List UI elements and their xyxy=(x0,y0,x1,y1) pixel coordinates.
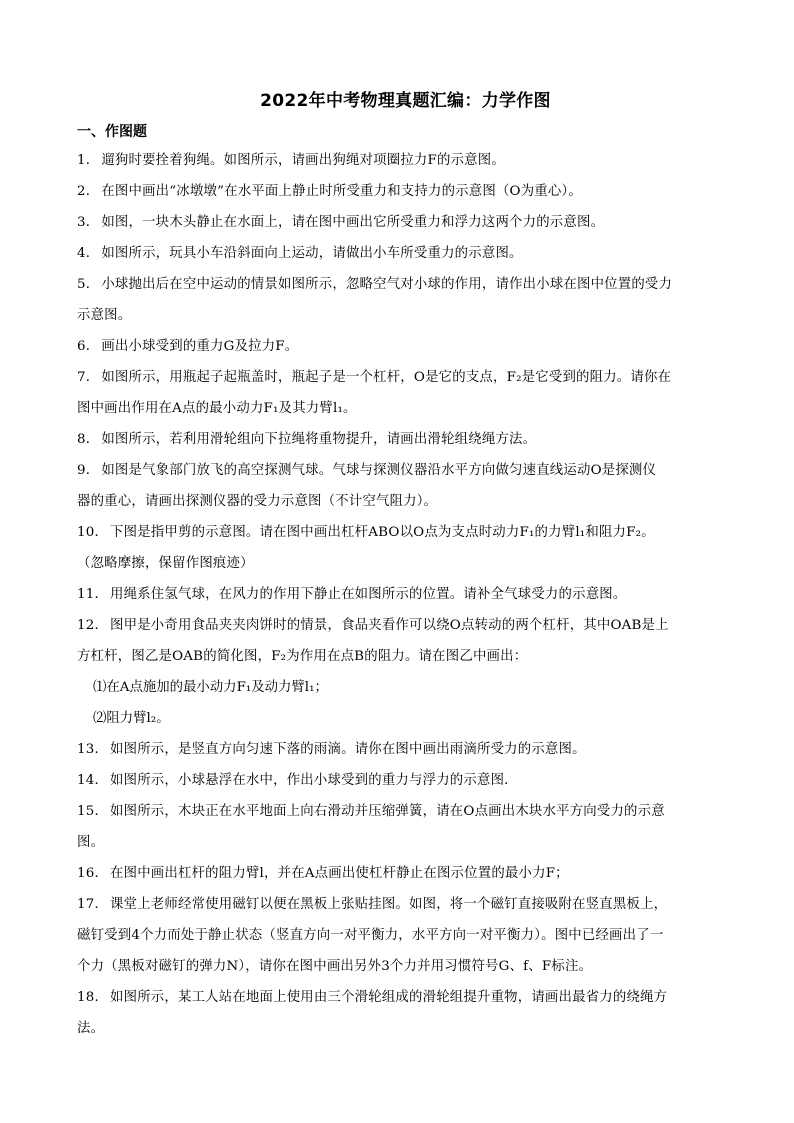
question-item xyxy=(77,145,734,176)
question-text: 小球抛出后在空中运动的情景如图所示，忽略空气对小球的作用，请作出小球在图中位置的受力 xyxy=(101,277,673,292)
question-text: 下图是指甲剪的示意图。请在图中画出杠杆ABO以O点为支点时动力F₁的力臂l₁和阻力F₂。 xyxy=(110,525,655,540)
question-item xyxy=(77,424,734,455)
question-text: 如图，一块木头静止在水面上，请在图中画出它所受重力和浮力这两个力的示意图。 xyxy=(101,215,605,230)
question-text: 用绳系住氢气球，在风力的作用下静止在如图所示的位置。请补全气球受力的示意图。 xyxy=(110,587,627,602)
question-item xyxy=(77,238,734,269)
question-number: 8． xyxy=(77,432,100,447)
question-line xyxy=(77,486,734,517)
question-number: 15． xyxy=(77,804,109,819)
question-number: 17． xyxy=(77,897,109,912)
question-text: 图中画出作用在A点的最小动力F₁及其力臂l₁。 xyxy=(77,401,357,416)
question-number: 3． xyxy=(77,215,100,230)
question-number: 1． xyxy=(77,153,100,168)
question-item xyxy=(77,610,734,734)
question-item xyxy=(77,176,734,207)
question-text: 图。 xyxy=(77,835,105,850)
question-item xyxy=(77,207,734,238)
question-number: 18． xyxy=(77,990,109,1005)
question-line xyxy=(77,207,734,238)
question-number: 14． xyxy=(77,773,109,788)
question-line xyxy=(77,331,734,362)
question-number: 4． xyxy=(77,246,100,261)
question-text: 如图是气象部门放飞的高空探测气球。气球与探测仪器沿水平方向做匀速直线运动O是探测仪 xyxy=(101,463,657,478)
question-line xyxy=(77,393,734,424)
question-text: 如图所示，若利用滑轮组向下拉绳将重物提升，请画出滑轮组绕绳方法。 xyxy=(101,432,537,447)
question-line xyxy=(77,796,734,827)
question-text: 如图所示，是竖直方向匀速下落的雨滴。请你在图中画出雨滴所受力的示意图。 xyxy=(110,742,586,757)
question-line xyxy=(77,889,734,920)
question-list xyxy=(77,145,734,1044)
question-item xyxy=(77,889,734,982)
sub-question: ⑴在A点施加的最小动力F₁及动力臂l₁； xyxy=(93,680,328,695)
question-number: 7． xyxy=(77,370,100,385)
document-title: 2022年中考物理真题汇编：力学作图 xyxy=(260,91,551,111)
question-line xyxy=(77,765,734,796)
question-number: 10． xyxy=(77,525,109,540)
question-text: （忽略摩擦，保留作图痕迹） xyxy=(77,556,254,571)
question-number: 9． xyxy=(77,463,100,478)
question-number: 16． xyxy=(77,866,109,881)
question-line xyxy=(77,238,734,269)
question-line xyxy=(77,610,734,641)
question-text: 磁钉受到4个力而处于静止状态（竖直方向一对平衡力，水平方向一对平衡力）。图中已经画出了一 xyxy=(77,928,664,943)
question-text: 画出小球受到的重力G及拉力F。 xyxy=(101,339,299,354)
question-line xyxy=(77,827,734,858)
question-line xyxy=(77,300,734,331)
question-line xyxy=(77,982,734,1013)
question-item xyxy=(77,858,734,889)
section-heading: 一、作图题 xyxy=(77,124,147,140)
question-text: 在图中画出“冰墩墩”在水平面上静止时所受重力和支持力的示意图（O为重心）。 xyxy=(101,184,582,199)
question-line xyxy=(77,951,734,982)
question-text: 如图所示，用瓶起子起瓶盖时，瓶起子是一个杠杆，O是它的支点，F₂是它受到的阻力。请你在 xyxy=(101,370,672,385)
question-item xyxy=(77,455,734,517)
question-number: 13． xyxy=(77,742,109,757)
question-number: 2． xyxy=(77,184,100,199)
question-number: 6． xyxy=(77,339,100,354)
sub-question: ⑵阻力臂l₂。 xyxy=(93,711,170,726)
question-line xyxy=(77,269,734,300)
question-line xyxy=(77,517,734,548)
question-line xyxy=(77,734,734,765)
question-text: 在图中画出杠杆的阻力臂l，并在A点画出使杠杆静止在图示位置的最小力F； xyxy=(110,866,569,881)
question-line xyxy=(77,579,734,610)
question-text: 遛狗时要拴着狗绳。如图所示，请画出狗绳对项圈拉力F的示意图。 xyxy=(101,153,505,168)
question-line xyxy=(77,641,734,672)
question-line xyxy=(77,176,734,207)
question-text: 图甲是小奇用食品夹夹肉饼时的情景，食品夹看作可以绕O点转动的两个杠杆，其中OAB是上 xyxy=(110,618,669,633)
question-item xyxy=(77,269,734,331)
question-item xyxy=(77,982,734,1044)
question-line xyxy=(77,1013,734,1044)
question-text: 法。 xyxy=(77,1021,105,1036)
question-line xyxy=(77,920,734,951)
question-line xyxy=(77,362,734,393)
question-text: 个力（黑板对磁钉的弹力N），请你在图中画出另外3个力并用习惯符号G、f、F标注。 xyxy=(77,959,593,974)
question-item xyxy=(77,765,734,796)
question-text: 如图所示，某工人站在地面上使用由三个滑轮组成的滑轮组提升重物，请画出最省力的绕绳方 xyxy=(110,990,668,1005)
question-line xyxy=(77,548,734,579)
question-number: 11． xyxy=(77,587,109,602)
question-text: 如图所示，玩具小车沿斜面向上运动，请做出小车所受重力的示意图。 xyxy=(101,246,523,261)
question-text: 如图所示，小球悬浮在水中，作出小球受到的重力与浮力的示意图． xyxy=(110,773,518,788)
question-item xyxy=(77,331,734,362)
question-line xyxy=(77,455,734,486)
question-text: 器的重心，请画出探测仪器的受力示意图（不计空气阻力）。 xyxy=(77,494,438,509)
question-number: 12． xyxy=(77,618,109,633)
question-item xyxy=(77,517,734,579)
question-line xyxy=(77,424,734,455)
question-item xyxy=(77,734,734,765)
question-item xyxy=(77,796,734,858)
question-text: 如图所示，木块正在水平地面上向右滑动并压缩弹簧，请在O点画出木块水平方向受力的示意 xyxy=(110,804,665,819)
question-line xyxy=(77,858,734,889)
question-number: 5． xyxy=(77,277,100,292)
question-item xyxy=(77,362,734,424)
question-item xyxy=(77,579,734,610)
question-line xyxy=(77,145,734,176)
question-text: 课堂上老师经常使用磁钉以便在黑板上张贴挂图。如图，将一个磁钉直接吸附在竖直黑板上， xyxy=(110,897,668,912)
question-text: 示意图。 xyxy=(77,308,132,323)
question-text: 方杠杆，图乙是OAB的简化图，F₂为作用在点B的阻力。请在图乙中画出： xyxy=(77,649,528,664)
